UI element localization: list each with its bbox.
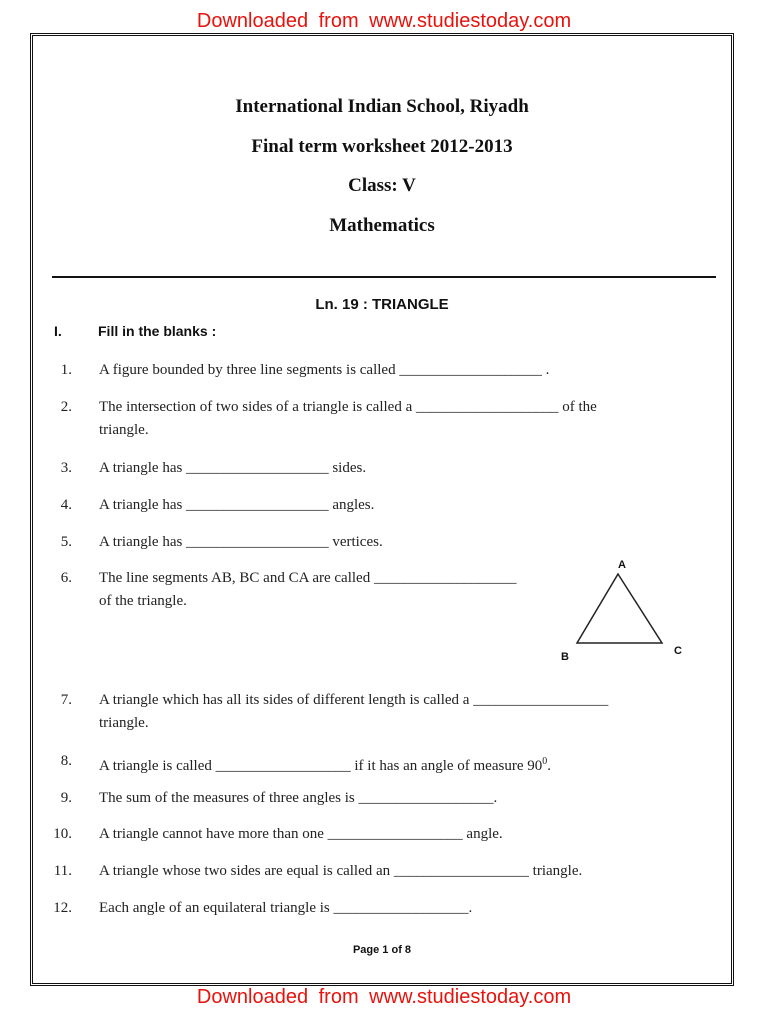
question-6 (99, 567, 599, 613)
question-2-line-1: The intersection of two sides of a triangle is called a ___________________ of the (99, 399, 597, 415)
question-number-4: 4. (60, 497, 72, 513)
question-2-line-2: triangle. (99, 422, 149, 438)
page-number: Page 1 of 8 (352, 944, 412, 956)
question-9-line-1: The sum of the measures of three angles is __________________. (99, 790, 498, 806)
lesson-title: Ln. 19 : TRIANGLE (315, 296, 449, 313)
class-label: Class: V (348, 175, 416, 196)
question-2 (99, 396, 699, 442)
subject-label: Mathematics (329, 215, 435, 236)
question-number-5: 5. (60, 534, 72, 550)
question-4 (99, 494, 699, 517)
question-8 (99, 750, 699, 778)
question-number-9: 9. (60, 790, 72, 806)
school-name: International Indian School, Riyadh (235, 96, 529, 117)
question-3 (99, 457, 699, 480)
vertex-label-a: A (618, 559, 626, 571)
question-12-line-1: Each angle of an equilateral triangle is __________________. (99, 900, 473, 916)
question-12 (99, 897, 699, 920)
question-5 (99, 531, 699, 554)
question-7-line-2: triangle. (99, 715, 149, 731)
question-11 (99, 860, 699, 883)
question-7 (99, 689, 699, 735)
question-number-3: 3. (60, 460, 72, 476)
worksheet-title: Final term worksheet 2012-2013 (251, 136, 513, 157)
question-11-line-1: A triangle whose two sides are equal is called an __________________ triangle. (99, 863, 583, 879)
question-10-line-1: A triangle cannot have more than one __________________ angle. (99, 826, 503, 842)
question-8-tail: . (547, 758, 551, 774)
question-number-12: 12. (53, 900, 72, 916)
question-1 (99, 359, 699, 382)
question-3-line-1: A triangle has ___________________ sides. (99, 460, 367, 476)
question-7-line-1: A triangle which has all its sides of different length is called a __________________ (99, 692, 609, 708)
section-number: I. (54, 323, 62, 339)
question-number-7: 7. (60, 692, 72, 708)
question-number-6: 6. (60, 570, 72, 586)
watermark-top: Downloaded from www.studiestoday.com (196, 10, 572, 32)
question-1-line-1: A figure bounded by three line segments is called ___________________ . (99, 362, 550, 378)
question-number-8: 8. (60, 753, 72, 769)
triangle-diagram (570, 570, 670, 650)
section-title: Fill in the blanks : (98, 323, 217, 339)
question-number-11: 11. (53, 863, 72, 879)
question-number-10: 10. (53, 826, 72, 842)
question-4-line-1: A triangle has ___________________ angles. (99, 497, 375, 513)
question-5-line-1: A triangle has ___________________ vertices. (99, 534, 383, 550)
vertex-label-b: B (561, 651, 569, 663)
degree-superscript: 0 (542, 756, 548, 767)
question-8-line-1: A triangle is called __________________ if it has an angle of measure 90 (99, 758, 543, 774)
question-6-line-1: The line segments AB, BC and CA are called ___________________ (99, 570, 517, 586)
question-number-2: 2. (60, 399, 72, 415)
watermark-bottom: Downloaded from www.studiestoday.com (196, 986, 572, 1008)
question-number-1: 1. (60, 362, 72, 378)
question-6-line-2: of the triangle. (99, 593, 187, 609)
question-9 (99, 787, 699, 810)
question-10 (99, 823, 699, 846)
header-divider (52, 276, 716, 278)
triangle-shape (577, 574, 662, 643)
vertex-label-c: C (674, 645, 682, 657)
